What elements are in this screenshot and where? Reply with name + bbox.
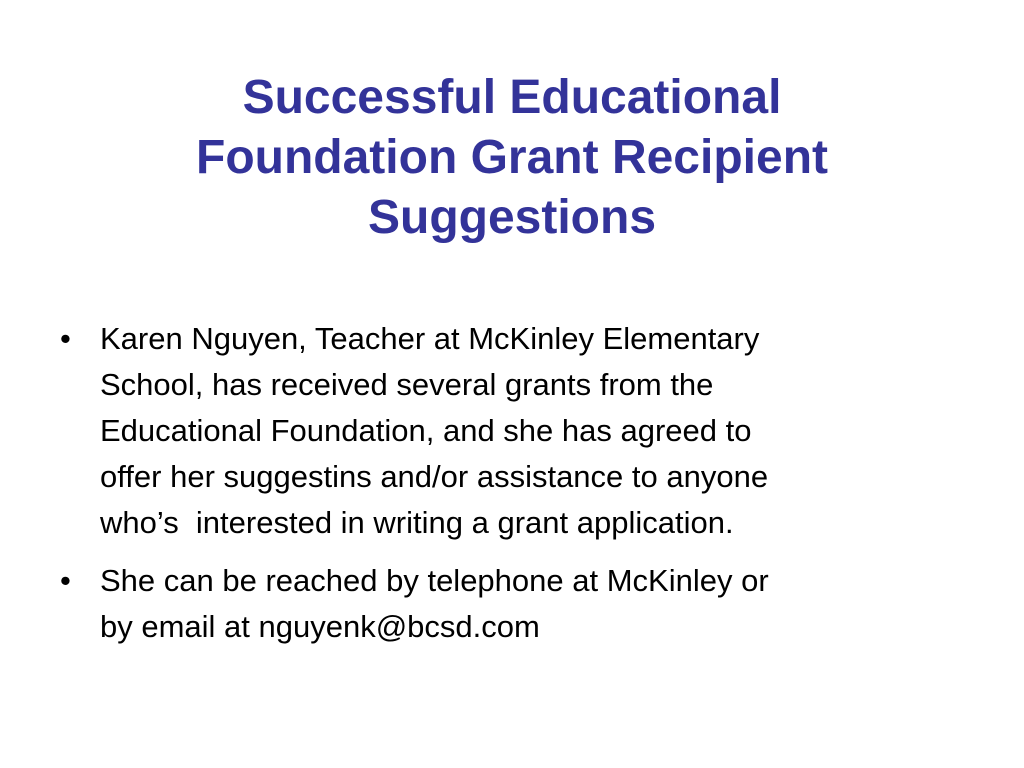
bullet-item-contact-info — [60, 558, 980, 650]
title-line-1: Successful Educational — [242, 71, 782, 124]
bullet-1-line-2: School, has received several grants from the — [100, 367, 714, 402]
title-line-3: Suggestions — [367, 191, 657, 244]
bullet-2-line-2: by email at nguyenk@bcsd.com — [100, 609, 540, 644]
bullet-point-icon: • — [60, 563, 71, 598]
bullet-list — [60, 316, 980, 662]
bullet-2-line-1: She can be reached by telephone at McKinley or — [100, 563, 769, 598]
bullet-1-line-3: Educational Foundation, and she has agreed to — [100, 413, 752, 448]
bullet-1-line-1: Karen Nguyen, Teacher at McKinley Elementary — [100, 321, 760, 356]
slide-title — [80, 68, 944, 248]
bullet-1-line-5: who’s interested in writing a grant application. — [100, 505, 734, 540]
bullet-point-icon: • — [60, 321, 71, 356]
title-line-2: Foundation Grant Recipient — [196, 131, 828, 184]
bullet-1-line-4: offer her suggestins and/or assistance to anyone — [100, 459, 769, 494]
bullet-item-contact-intro — [60, 316, 980, 546]
